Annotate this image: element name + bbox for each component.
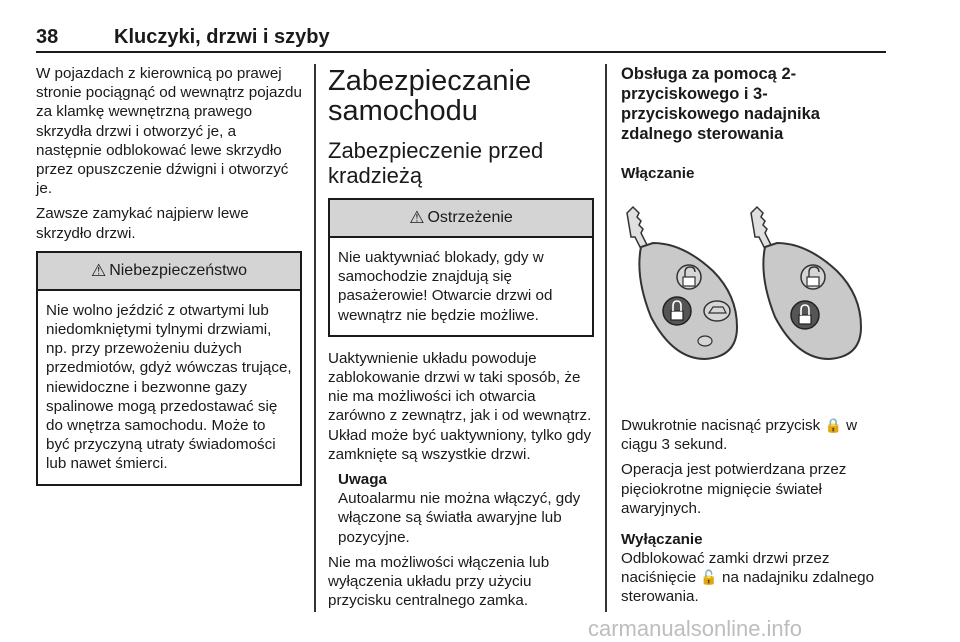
danger-box [36, 251, 302, 486]
danger-box-header [38, 253, 300, 291]
activation-text-b: w ciągu 3 sekund. [621, 417, 858, 454]
warning-box [328, 198, 594, 337]
subheading-deactivation: Wyłączanie [621, 531, 703, 549]
deactivation-text-a: Odblokować zamki drzwi przez naciśnięcie [621, 550, 830, 587]
warning-triangle-icon: ⚠ [409, 208, 425, 227]
page-number: 38 [36, 26, 59, 48]
danger-title: Niebezpieczeństwo [109, 261, 248, 279]
danger-text: Nie wolno jeździć z otwartymi lub niedomkniętymi tylnymi drzwiami, np. przy przewożeniu dużych przedmiotów, gdyż wówczas trujące, niewidoczne i bezwonne gazy spalinowe mogą przedostawać się do wnętrza samochodu. Może to być przyczyną utraty świadomości lub nawet śmierci. [46, 301, 292, 473]
note-text: Autoalarmu nie można włączyć, gdy włączone są światła awaryjne lub pozycyjne. [338, 490, 581, 546]
subheading-activation: Włączanie [621, 165, 695, 182]
warning-text: Nie uaktywniać blokady, gdy w samochodzie znajdują się pasażerowie! Otwarcie drzwi od wewnątrz nie będzie możliwe. [338, 249, 553, 324]
lock-open-icon: 🔓 [700, 569, 718, 586]
column-2 [328, 64, 594, 610]
warning-box-header [330, 200, 592, 238]
deactivation-text-b: na nadajniku zdalnego sterowania. [621, 569, 875, 606]
note [328, 470, 594, 547]
column-1 [36, 64, 302, 486]
activation-text-a: Dwukrotnie nacisnąć przycisk [621, 417, 821, 434]
header-rule [36, 51, 886, 53]
column-divider-1 [314, 64, 316, 612]
column-divider-2 [605, 64, 607, 612]
remote-heading: Obsługa za pomocą 2-przyciskowego i 3-przyciskowego nadajnika zdalnego sterowania [621, 65, 820, 143]
key-fob-left [627, 207, 737, 359]
page-header [36, 26, 886, 52]
paragraph-activation: Uaktywnienie układu powoduje zablokowanie drzwi w taki sposób, że nie ma możliwości ich otwarcia zarówno z zewnątrz, jak i od wewnątrz. Układ może być uaktywniony, tylko gdy zamknięte są wszystkie drzwi. [328, 349, 592, 463]
note-title: Uwaga [338, 471, 387, 489]
remote-keys-illustration [621, 199, 887, 407]
section-heading: Zabezpieczanie samochodu [328, 65, 532, 127]
paragraph-right-hand-drive: W pojazdach z kierownicą po prawej stronie pociągnąć od wewnątrz pojazdu za klamkę wewnętrzną prawego skrzydła drzwi i otworzyć je, a następnie odblokować lewe skrzydło przez opuszczenie dźwigni i otworzyć je. [36, 65, 302, 198]
chapter-title: Kluczyki, drzwi i szyby [114, 26, 330, 48]
activation-confirmation: Operacja jest potwierdzana przez pięciokrotne mignięcie świateł awaryjnych. [621, 461, 847, 517]
activation-instruction [621, 416, 887, 454]
column-3 [621, 64, 887, 607]
paragraph-close-left-door: Zawsze zamykać najpierw lewe skrzydło drzwi. [36, 205, 249, 242]
warning-triangle-icon: ⚠ [90, 260, 107, 280]
lock-closed-icon: 🔒 [824, 417, 842, 433]
key-fob-right [751, 207, 861, 359]
deactivation-instruction [621, 549, 887, 607]
watermark: carmanualsonline.info [588, 616, 803, 641]
paragraph-central-lock: Nie ma możliwości włączenia lub wyłączenia układu przy użyciu przycisku centralnego zamka. [328, 553, 550, 610]
warning-title: Ostrzeżenie [427, 209, 513, 226]
subsection-heading: Zabezpieczenie przed kradzieżą [328, 138, 544, 188]
